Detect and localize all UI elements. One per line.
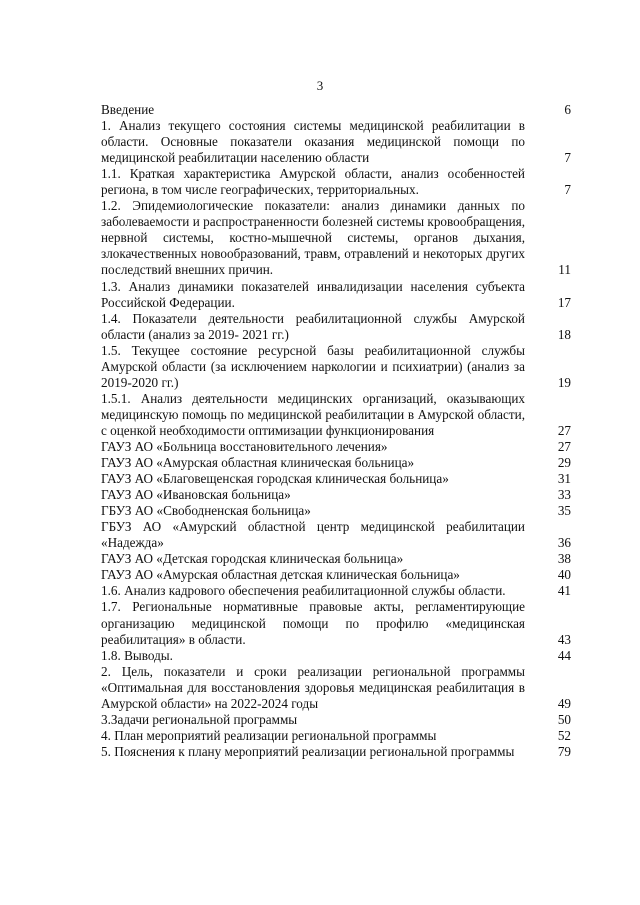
toc-entry (101, 567, 577, 583)
toc-entry (101, 166, 577, 198)
toc-entry (101, 102, 577, 118)
toc-entry (101, 599, 577, 647)
toc-entry-page: 27 (557, 438, 571, 454)
toc-entry (101, 583, 577, 599)
toc-entry-title: 1.1. Краткая характеристика Амурской области, анализ особенностей региона, в том числе географических, территориальных. (101, 166, 525, 198)
toc-entry-title: 1.2. Эпидемиологические показатели: анализ динамики данных по заболеваемости и распространенности болезней системы кровообращения, нервной системы, костно-мышечной системы, органов дыхания, злокачественных новообразований, травм, отравлений и некоторых других последствий внешних причин. (101, 198, 525, 278)
toc-entry (101, 391, 577, 439)
toc-entry (101, 343, 577, 391)
toc-entry-page: 6 (564, 102, 571, 117)
toc-entry-title: 1. Анализ текущего состояния системы медицинской реабилитации в области. Основные показатели оказания медицинской помощи по медицинской реабилитации населению области (101, 118, 525, 166)
toc-entry-page: 50 (557, 711, 571, 727)
page-number: 3 (316, 78, 324, 93)
toc-entry-title: ГБУЗ АО «Амурский областной центр медицинской реабилитации «Надежда» (101, 519, 525, 551)
toc-entry-page: 49 (557, 695, 571, 711)
toc-entry (101, 471, 577, 487)
toc-entry-page: 17 (557, 294, 571, 310)
toc-entry-title: ГАУЗ АО «Благовещенская городская клиническая больница» (101, 471, 449, 487)
toc-entry (101, 744, 577, 760)
toc-entry-page: 11 (558, 262, 571, 278)
toc-entry (101, 311, 577, 343)
toc-entry-title: 2. Цель, показатели и сроки реализации региональной программы «Оптимальная для восстановления здоровья медицинская реабилитация в Амурской области» на 2022-2024 годы (101, 663, 525, 711)
toc-entry-page: 52 (557, 727, 571, 743)
toc-entry-page: 35 (557, 503, 571, 519)
toc-entry (101, 439, 577, 455)
toc-entry (101, 664, 577, 712)
table-of-contents (101, 102, 577, 760)
toc-entry (101, 455, 577, 471)
toc-entry-title: 3.Задачи региональной программы (101, 711, 298, 727)
toc-entry-title: 1.5.1. Анализ деятельности медицинских организаций, оказывающих медицинскую помощь по медицинской реабилитации в Амурской области, с оценкой необходимости оптимизации функционирования (101, 390, 525, 438)
toc-entry-page: 41 (557, 583, 571, 599)
toc-entry-page: 18 (557, 326, 571, 342)
toc-entry-title: ГАУЗ АО «Амурская областная детская клиническая больница» (101, 567, 460, 583)
toc-entry-title: ГБУЗ АО «Свободненская больница» (101, 503, 311, 519)
toc-entry-page: 33 (557, 487, 571, 503)
toc-entry-page: 27 (557, 422, 571, 438)
toc-entry-title: 4. План мероприятий реализации региональной программы (101, 727, 437, 743)
toc-entry-page: 38 (557, 551, 571, 567)
toc-entry (101, 712, 577, 728)
toc-entry-page: 19 (557, 374, 571, 390)
toc-entry-title: ГАУЗ АО «Ивановская больница» (101, 487, 291, 503)
toc-entry (101, 728, 577, 744)
toc-entry-title: 1.3. Анализ динамики показателей инвалидизации населения субъекта Российской Федерации. (101, 278, 525, 310)
toc-entry-title: 1.7. Региональные нормативные правовые акты, регламентирующие организацию медицинской помощи по профилю «медицинская реабилитация» в области. (101, 599, 525, 647)
toc-entry (101, 551, 577, 567)
toc-entry-page: 29 (557, 455, 571, 471)
toc-entry-page: 79 (557, 743, 571, 759)
toc-entry-title: 1.6. Анализ кадрового обеспечения реабилитационной службы области. (101, 583, 506, 599)
toc-entry-page: 31 (557, 471, 571, 487)
toc-entry (101, 503, 577, 519)
toc-entry-title: 1.8. Выводы. (101, 647, 173, 663)
toc-entry-page: 36 (557, 535, 571, 551)
toc-entry (101, 487, 577, 503)
toc-entry-title: Введение (101, 102, 155, 117)
toc-entry (101, 279, 577, 311)
toc-entry-title: ГАУЗ АО «Амурская областная клиническая больница» (101, 455, 415, 471)
toc-entry (101, 198, 577, 278)
toc-entry-page: 44 (557, 647, 571, 663)
toc-entry (101, 519, 577, 551)
toc-entry-title: ГАУЗ АО «Детская городская клиническая больница» (101, 551, 404, 567)
toc-entry-page: 43 (557, 631, 571, 647)
toc-entry-page: 7 (564, 150, 571, 166)
toc-entry-title: 1.5. Текущее состояние ресурсной базы реабилитационной службы Амурской области (за исключением наркологии и психиатрии) (анализ за 2019-2020 гг.) (101, 342, 525, 390)
toc-entry (101, 648, 577, 664)
toc-entry (101, 118, 577, 166)
toc-entry-title: 5. Пояснения к плану мероприятий реализации региональной программы (101, 743, 515, 759)
toc-entry-page: 7 (564, 182, 571, 198)
toc-entry-title: 1.4. Показатели деятельности реабилитационной службы Амурской области (анализ за 2019- 2021 гг.) (101, 310, 525, 342)
toc-entry-title: ГАУЗ АО «Больница восстановительного лечения» (101, 438, 388, 454)
toc-entry-page: 40 (557, 567, 571, 583)
